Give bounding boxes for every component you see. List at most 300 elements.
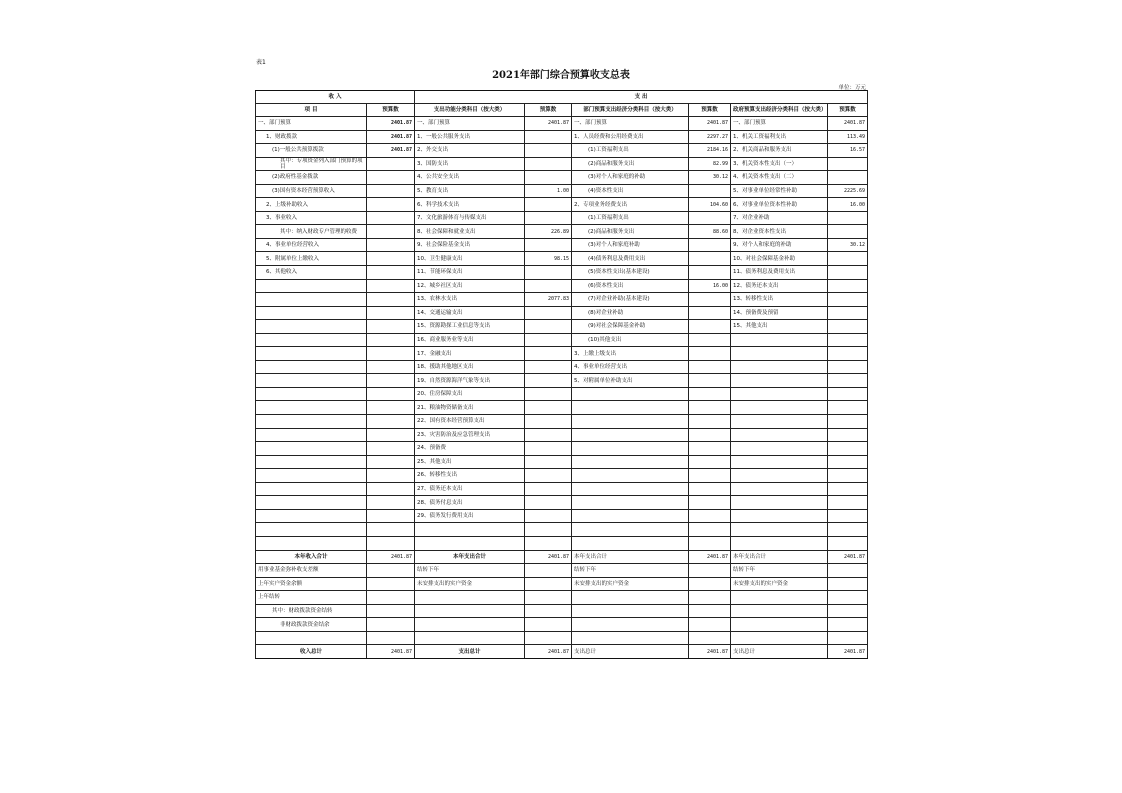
budget-amount-cell: [689, 442, 731, 456]
budget-amount-cell: 2401.87: [367, 550, 415, 564]
table-row: [256, 144, 868, 158]
budget-amount-cell: [367, 387, 415, 401]
budget-amount-cell: [689, 455, 731, 469]
budget-amount-cell: [689, 482, 731, 496]
budget-amount-cell: [828, 347, 868, 361]
budget-amount-cell: [367, 157, 415, 171]
item-label-cell: [256, 428, 367, 442]
item-label-cell: (2)政府性基金拨款: [256, 171, 367, 185]
item-label-cell: [415, 604, 525, 618]
item-label-cell: [256, 401, 367, 415]
budget-amount-cell: [828, 631, 868, 645]
budget-amount-cell: [828, 455, 868, 469]
item-label-cell: (9)对社会保障基金补助: [572, 320, 689, 334]
budget-amount-cell: [689, 591, 731, 605]
table-row: [256, 577, 868, 591]
item-label-cell: 一、部门预算: [572, 117, 689, 131]
budget-amount-cell: [525, 144, 572, 158]
budget-amount-cell: [367, 198, 415, 212]
budget-amount-cell: 88.60: [689, 225, 731, 239]
expense-section-header: 支 出: [415, 91, 868, 104]
column-header: 预算数: [525, 104, 572, 117]
item-label-cell: 13、农林水支出: [415, 293, 525, 307]
item-label-cell: [256, 293, 367, 307]
table-row: [256, 618, 868, 632]
table-row: [256, 550, 868, 564]
item-label-cell: [731, 455, 828, 469]
item-label-cell: 一、部门预算: [731, 117, 828, 131]
item-label-cell: [731, 509, 828, 523]
budget-summary-table: [255, 90, 868, 659]
item-label-cell: (4)债务利息及费用支出: [572, 252, 689, 266]
item-label-cell: [731, 401, 828, 415]
item-label-cell: [572, 387, 689, 401]
item-label-cell: 2、机关商品和服务支出: [731, 144, 828, 158]
budget-amount-cell: 82.99: [689, 157, 731, 171]
budget-amount-cell: [525, 577, 572, 591]
item-label-cell: 25、其他支出: [415, 455, 525, 469]
item-label-cell: 11、节能环保支出: [415, 266, 525, 280]
item-label-cell: 结转下年: [572, 564, 689, 578]
item-label-cell: [731, 469, 828, 483]
item-label-cell: (4)资本性支出: [572, 184, 689, 198]
item-label-cell: 支出总计: [415, 645, 525, 659]
item-label-cell: 上年结转: [256, 591, 367, 605]
budget-amount-cell: [367, 455, 415, 469]
item-label-cell: 28、债务付息支出: [415, 496, 525, 510]
item-label-cell: 本年支出合计: [572, 550, 689, 564]
item-label-cell: 1、财政拨款: [256, 130, 367, 144]
budget-amount-cell: [525, 198, 572, 212]
budget-amount-cell: [828, 496, 868, 510]
item-label-cell: 4、机关资本性支出（二）: [731, 171, 828, 185]
item-label-cell: [256, 442, 367, 456]
item-label-cell: 结转下年: [731, 564, 828, 578]
table-row: [256, 279, 868, 293]
budget-amount-cell: 16.57: [828, 144, 868, 158]
budget-amount-cell: [689, 496, 731, 510]
budget-amount-cell: [828, 266, 868, 280]
budget-amount-cell: 104.60: [689, 198, 731, 212]
item-label-cell: 23、灾害防治及应急管理支出: [415, 428, 525, 442]
budget-amount-cell: [525, 415, 572, 429]
item-label-cell: 20、住房保障支出: [415, 387, 525, 401]
budget-amount-cell: [828, 482, 868, 496]
item-label-cell: [572, 604, 689, 618]
item-label-cell: [572, 591, 689, 605]
budget-amount-cell: [525, 401, 572, 415]
item-label-cell: 本年收入合计: [256, 550, 367, 564]
item-label-cell: 4、事业单位经营收入: [256, 238, 367, 252]
item-label-cell: [731, 415, 828, 429]
budget-amount-cell: [689, 266, 731, 280]
item-label-cell: [415, 523, 525, 537]
page-title: 2021年部门综合预算收支总表: [492, 70, 630, 81]
item-label-cell: 一、部门预算: [256, 117, 367, 131]
item-label-cell: [256, 333, 367, 347]
item-label-cell: [256, 360, 367, 374]
budget-amount-cell: [689, 564, 731, 578]
item-label-cell: 14、预备费及预留: [731, 306, 828, 320]
item-label-cell: 其中：专项资金列入部门预算的项目: [256, 157, 367, 171]
budget-amount-cell: [525, 564, 572, 578]
table-row: [256, 184, 868, 198]
table-row: [256, 320, 868, 334]
item-label-cell: [256, 509, 367, 523]
budget-amount-cell: [689, 211, 731, 225]
item-label-cell: 21、粮油物资储备支出: [415, 401, 525, 415]
budget-amount-cell: [367, 252, 415, 266]
budget-amount-cell: [367, 428, 415, 442]
income-section-header: 收 入: [256, 91, 415, 104]
budget-amount-cell: [367, 333, 415, 347]
budget-amount-cell: 2401.87: [525, 645, 572, 659]
budget-amount-cell: [689, 509, 731, 523]
budget-amount-cell: [525, 279, 572, 293]
table-row: [256, 238, 868, 252]
column-header-row: [256, 104, 868, 117]
table-row: [256, 130, 868, 144]
budget-amount-cell: [689, 401, 731, 415]
item-label-cell: (10)其他支出: [572, 333, 689, 347]
item-label-cell: 13、转移性支出: [731, 293, 828, 307]
table-row: [256, 509, 868, 523]
budget-amount-cell: [367, 523, 415, 537]
table-row: [256, 442, 868, 456]
item-label-cell: 15、其他支出: [731, 320, 828, 334]
item-label-cell: 收入总计: [256, 645, 367, 659]
item-label-cell: (3)对个人和家庭补助: [572, 238, 689, 252]
budget-amount-cell: [367, 211, 415, 225]
budget-amount-cell: [828, 536, 868, 550]
budget-amount-cell: [689, 293, 731, 307]
item-label-cell: 支出总计: [731, 645, 828, 659]
item-label-cell: 4、公共安全支出: [415, 171, 525, 185]
table-row: [256, 171, 868, 185]
table-row: [256, 604, 868, 618]
budget-amount-cell: [525, 482, 572, 496]
table-row: [256, 360, 868, 374]
item-label-cell: (3)国有资本经营预算收入: [256, 184, 367, 198]
item-label-cell: 支出总计: [572, 645, 689, 659]
budget-amount-cell: [367, 225, 415, 239]
table-row: [256, 347, 868, 361]
item-label-cell: 6、对事业单位资本性补助: [731, 198, 828, 212]
item-label-cell: [731, 360, 828, 374]
item-label-cell: (6)资本性支出: [572, 279, 689, 293]
item-label-cell: [256, 523, 367, 537]
item-label-cell: [731, 387, 828, 401]
item-label-cell: (3)对个人和家庭的补助: [572, 171, 689, 185]
item-label-cell: 18、援助其他地区支出: [415, 360, 525, 374]
item-label-cell: [572, 618, 689, 632]
budget-amount-cell: [525, 442, 572, 456]
budget-amount-cell: [828, 157, 868, 171]
budget-amount-cell: 2401.87: [828, 550, 868, 564]
item-label-cell: 27、债务还本支出: [415, 482, 525, 496]
item-label-cell: [256, 536, 367, 550]
budget-amount-cell: [689, 320, 731, 334]
budget-amount-cell: [367, 496, 415, 510]
budget-amount-cell: [367, 401, 415, 415]
budget-amount-cell: [828, 442, 868, 456]
budget-amount-cell: [525, 469, 572, 483]
item-label-cell: [256, 496, 367, 510]
table-row: [256, 469, 868, 483]
item-label-cell: 上年实户资金余额: [256, 577, 367, 591]
budget-amount-cell: [689, 374, 731, 388]
item-label-cell: 10、对社会保障基金补助: [731, 252, 828, 266]
item-label-cell: [731, 333, 828, 347]
budget-amount-cell: [828, 374, 868, 388]
budget-amount-cell: [367, 631, 415, 645]
column-header: 支出功能分类科目（按大类）: [415, 104, 525, 117]
item-label-cell: (8)对企业补助: [572, 306, 689, 320]
budget-amount-cell: 2297.27: [689, 130, 731, 144]
budget-amount-cell: [367, 360, 415, 374]
budget-amount-cell: 2401.87: [367, 130, 415, 144]
table-row: [256, 564, 868, 578]
item-label-cell: [415, 631, 525, 645]
item-label-cell: 6、科学技术支出: [415, 198, 525, 212]
item-label-cell: [572, 428, 689, 442]
item-label-cell: 5、对附属单位补助支出: [572, 374, 689, 388]
budget-amount-cell: [689, 238, 731, 252]
budget-amount-cell: [828, 279, 868, 293]
item-label-cell: 8、对企业资本性支出: [731, 225, 828, 239]
item-label-cell: [256, 374, 367, 388]
budget-amount-cell: [525, 387, 572, 401]
item-label-cell: [731, 428, 828, 442]
budget-amount-cell: [828, 591, 868, 605]
item-label-cell: 本年支出合计: [731, 550, 828, 564]
budget-amount-cell: [828, 469, 868, 483]
budget-amount-cell: 2401.87: [367, 144, 415, 158]
budget-amount-cell: 1.00: [525, 184, 572, 198]
budget-amount-cell: [367, 238, 415, 252]
item-label-cell: [572, 455, 689, 469]
budget-amount-cell: 226.89: [525, 225, 572, 239]
budget-amount-cell: [689, 469, 731, 483]
budget-amount-cell: [828, 604, 868, 618]
budget-amount-cell: [525, 536, 572, 550]
column-header: 预算数: [367, 104, 415, 117]
budget-amount-cell: [689, 631, 731, 645]
item-label-cell: 其中：财政拨款资金结转: [256, 604, 367, 618]
table-row: [256, 415, 868, 429]
table-row: [256, 157, 868, 171]
item-label-cell: 5、对事业单位经常性补助: [731, 184, 828, 198]
item-label-cell: 1、人员经费和公用经费支出: [572, 130, 689, 144]
budget-amount-cell: [689, 387, 731, 401]
item-label-cell: [415, 618, 525, 632]
item-label-cell: 结转下年: [415, 564, 525, 578]
item-label-cell: 9、社会保险基金支出: [415, 238, 525, 252]
item-label-cell: 5、教育支出: [415, 184, 525, 198]
budget-amount-cell: [689, 523, 731, 537]
table-row: [256, 333, 868, 347]
item-label-cell: 15、资源勘探工业信息等支出: [415, 320, 525, 334]
table-row: [256, 428, 868, 442]
item-label-cell: 2、专项业务经费支出: [572, 198, 689, 212]
budget-amount-cell: 2401.87: [689, 117, 731, 131]
budget-amount-cell: [525, 591, 572, 605]
budget-amount-cell: [828, 211, 868, 225]
item-label-cell: [415, 591, 525, 605]
budget-amount-cell: [525, 604, 572, 618]
budget-amount-cell: [367, 266, 415, 280]
item-label-cell: 一、部门预算: [415, 117, 525, 131]
budget-amount-cell: [828, 225, 868, 239]
budget-amount-cell: [828, 306, 868, 320]
item-label-cell: [731, 604, 828, 618]
budget-amount-cell: 2401.87: [828, 645, 868, 659]
budget-amount-cell: 113.49: [828, 130, 868, 144]
budget-amount-cell: [525, 306, 572, 320]
item-label-cell: 2、外交支出: [415, 144, 525, 158]
item-label-cell: (2)商品和服务支出: [572, 157, 689, 171]
table-row: [256, 536, 868, 550]
budget-amount-cell: [689, 415, 731, 429]
item-label-cell: 1、一般公共服务支出: [415, 130, 525, 144]
budget-amount-cell: [689, 428, 731, 442]
item-label-cell: [256, 347, 367, 361]
item-label-cell: 未安排支出的实户资金: [572, 577, 689, 591]
item-label-cell: [572, 509, 689, 523]
column-header: 部门预算支出经济分类科目（按大类）: [572, 104, 689, 117]
budget-amount-cell: [689, 306, 731, 320]
budget-amount-cell: [525, 266, 572, 280]
budget-amount-cell: 30.12: [689, 171, 731, 185]
budget-amount-cell: [828, 428, 868, 442]
budget-amount-cell: [525, 238, 572, 252]
table-row: [256, 198, 868, 212]
item-label-cell: 本年支出合计: [415, 550, 525, 564]
item-label-cell: [256, 387, 367, 401]
item-label-cell: [572, 401, 689, 415]
item-label-cell: [731, 591, 828, 605]
item-label-cell: 3、国防支出: [415, 157, 525, 171]
item-label-cell: [572, 523, 689, 537]
item-label-cell: 4、事业单位经营支出: [572, 360, 689, 374]
budget-amount-cell: 2401.87: [367, 117, 415, 131]
item-label-cell: [256, 455, 367, 469]
column-header: 预算数: [689, 104, 731, 117]
table-row: [256, 496, 868, 510]
column-header: 政府预算支出经济分类科目（按大类）: [731, 104, 828, 117]
budget-amount-cell: [689, 360, 731, 374]
budget-amount-cell: [828, 387, 868, 401]
item-label-cell: 19、自然资源海洋气象等支出: [415, 374, 525, 388]
item-label-cell: 未安排支出的实户资金: [415, 577, 525, 591]
budget-amount-cell: [525, 211, 572, 225]
budget-amount-cell: [367, 171, 415, 185]
budget-amount-cell: [689, 333, 731, 347]
table-row: [256, 306, 868, 320]
unit-label: 单位：万元: [838, 85, 866, 91]
item-label-cell: [415, 536, 525, 550]
budget-amount-cell: [689, 604, 731, 618]
budget-amount-cell: 30.12: [828, 238, 868, 252]
table-row: [256, 631, 868, 645]
budget-amount-cell: [525, 496, 572, 510]
budget-amount-cell: 2401.87: [525, 550, 572, 564]
item-label-cell: 26、转移性支出: [415, 469, 525, 483]
table-row: [256, 645, 868, 659]
table-row: [256, 591, 868, 605]
budget-amount-cell: [367, 509, 415, 523]
item-label-cell: [731, 374, 828, 388]
item-label-cell: [572, 496, 689, 510]
budget-amount-cell: [828, 360, 868, 374]
budget-amount-cell: [367, 536, 415, 550]
item-label-cell: [572, 415, 689, 429]
item-label-cell: [572, 631, 689, 645]
item-label-cell: [731, 536, 828, 550]
item-label-cell: [731, 618, 828, 632]
budget-amount-cell: [828, 523, 868, 537]
budget-amount-cell: 16.00: [828, 198, 868, 212]
item-label-cell: [731, 631, 828, 645]
item-label-cell: 未安排支出的实户资金: [731, 577, 828, 591]
item-label-cell: [731, 347, 828, 361]
item-label-cell: (1)工资福利支出: [572, 211, 689, 225]
item-label-cell: 用事业基金弥补收支差额: [256, 564, 367, 578]
item-label-cell: 5、附属单位上缴收入: [256, 252, 367, 266]
item-label-cell: [256, 306, 367, 320]
budget-amount-cell: [525, 618, 572, 632]
table-row: [256, 401, 868, 415]
budget-amount-cell: 2184.16: [689, 144, 731, 158]
item-label-cell: 3、事业收入: [256, 211, 367, 225]
item-label-cell: [256, 320, 367, 334]
budget-amount-cell: [367, 347, 415, 361]
table-row: [256, 523, 868, 537]
budget-amount-cell: [525, 509, 572, 523]
budget-amount-cell: [828, 509, 868, 523]
budget-amount-cell: [828, 252, 868, 266]
budget-amount-cell: [525, 374, 572, 388]
budget-amount-cell: [828, 618, 868, 632]
budget-amount-cell: [367, 320, 415, 334]
budget-amount-cell: [828, 401, 868, 415]
budget-amount-cell: [525, 360, 572, 374]
budget-amount-cell: [689, 184, 731, 198]
budget-amount-cell: [367, 293, 415, 307]
item-label-cell: 8、社会保障和就业支出: [415, 225, 525, 239]
budget-amount-cell: [367, 591, 415, 605]
item-label-cell: 14、交通运输支出: [415, 306, 525, 320]
item-label-cell: [572, 482, 689, 496]
budget-amount-cell: [367, 564, 415, 578]
item-label-cell: (5)资本性支出(基本建设): [572, 266, 689, 280]
item-label-cell: 12、债务还本支出: [731, 279, 828, 293]
item-label-cell: (7)对企业补助(基本建设): [572, 293, 689, 307]
budget-amount-cell: [525, 130, 572, 144]
item-label-cell: 6、其他收入: [256, 266, 367, 280]
budget-amount-cell: [367, 415, 415, 429]
table-row: [256, 252, 868, 266]
budget-amount-cell: [828, 171, 868, 185]
budget-amount-cell: [689, 252, 731, 266]
budget-amount-cell: [367, 469, 415, 483]
column-header: 项 目: [256, 104, 367, 117]
item-label-cell: 3、机关资本性支出（一）: [731, 157, 828, 171]
item-label-cell: 7、对企业补助: [731, 211, 828, 225]
budget-amount-cell: 98.15: [525, 252, 572, 266]
item-label-cell: 非财政拨款资金结余: [256, 618, 367, 632]
budget-amount-cell: 2401.87: [689, 645, 731, 659]
